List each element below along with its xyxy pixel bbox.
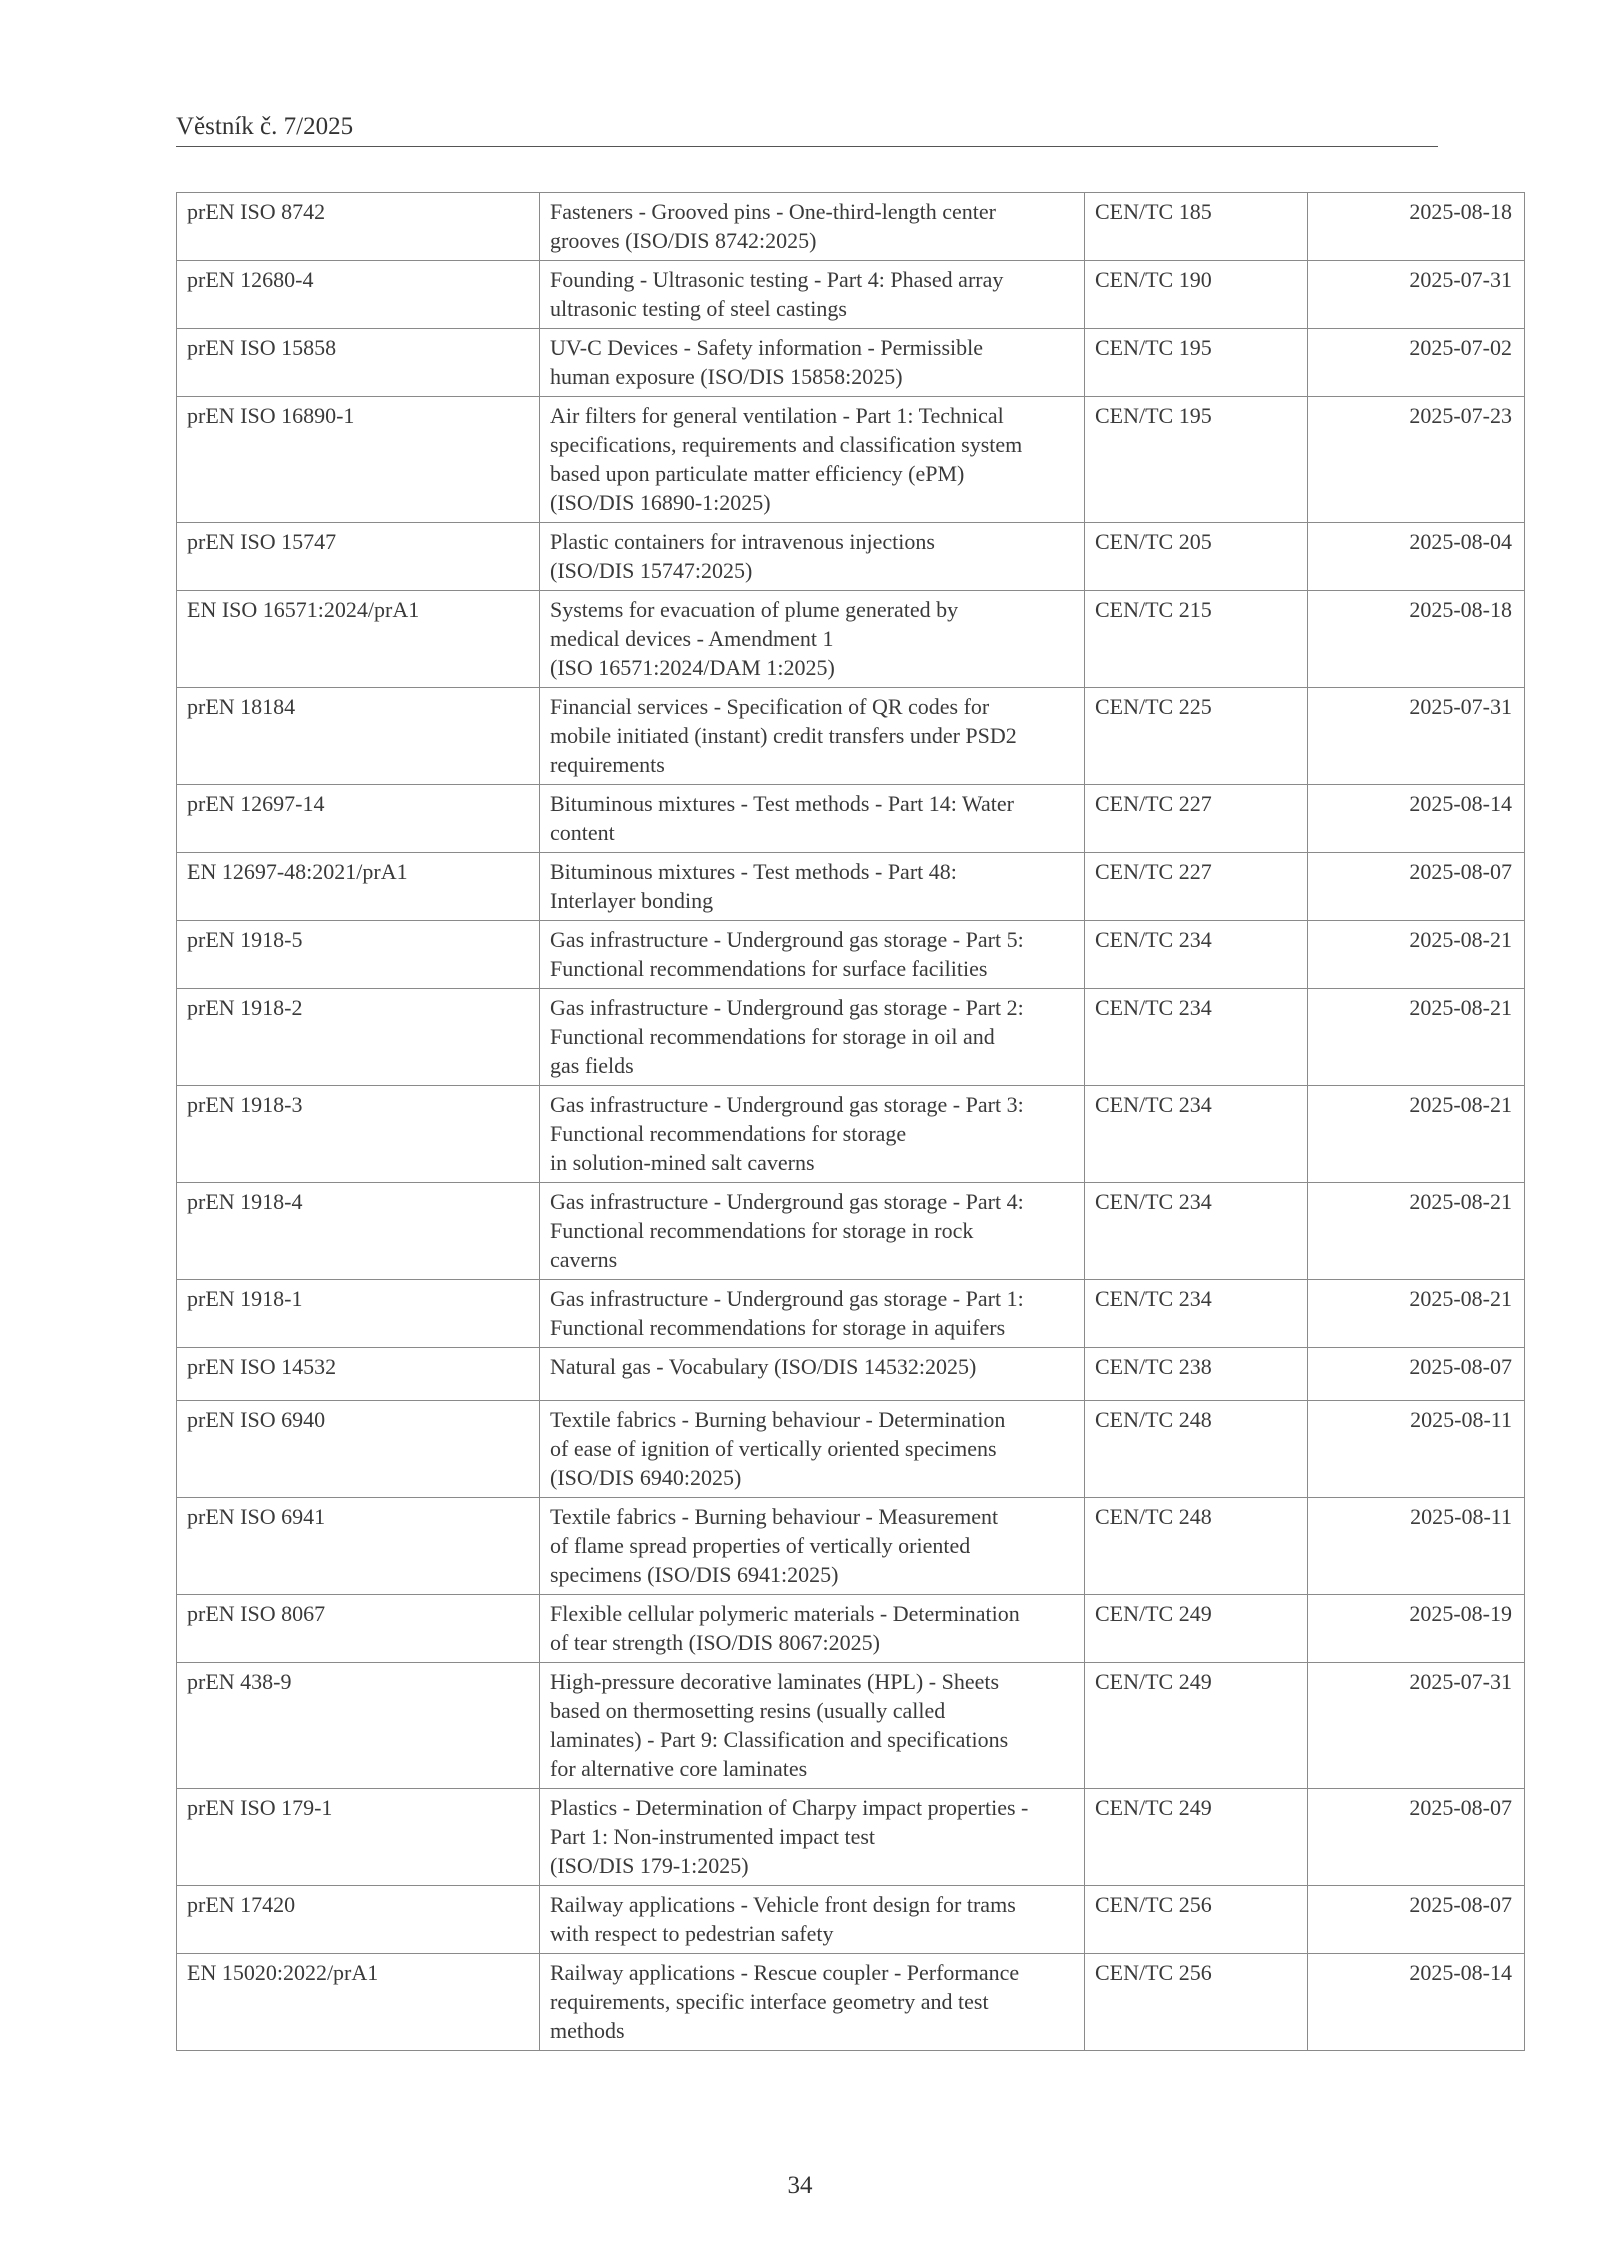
table-row bbox=[177, 1954, 1525, 2051]
standard-number-cell: EN ISO 16571:2024/prA1 bbox=[177, 591, 540, 688]
committee-cell: CEN/TC 234 bbox=[1085, 921, 1308, 989]
table-row bbox=[177, 1086, 1525, 1183]
standard-title-cell: Air filters for general ventilation - Part 1: Technical specifications, requirements and classification system based upon particulate matter efficiency (ePM) (ISO/DIS 16890-1:2025) bbox=[540, 397, 1085, 523]
committee-cell: CEN/TC 256 bbox=[1085, 1886, 1308, 1954]
committee-cell: CEN/TC 248 bbox=[1085, 1401, 1308, 1498]
table-row bbox=[177, 688, 1525, 785]
committee-cell: CEN/TC 205 bbox=[1085, 523, 1308, 591]
standard-number-cell: prEN ISO 15858 bbox=[177, 329, 540, 397]
committee-cell: CEN/TC 227 bbox=[1085, 785, 1308, 853]
table-row bbox=[177, 329, 1525, 397]
standard-number-cell: prEN ISO 14532 bbox=[177, 1348, 540, 1401]
table-row bbox=[177, 1348, 1525, 1401]
deadline-date-cell: 2025-08-19 bbox=[1308, 1595, 1525, 1663]
standard-title-cell: Financial services - Specification of QR codes for mobile initiated (instant) credit transfers under PSD2 requirements bbox=[540, 688, 1085, 785]
standard-number-cell: prEN 438-9 bbox=[177, 1663, 540, 1789]
deadline-date-cell: 2025-07-31 bbox=[1308, 261, 1525, 329]
committee-cell: CEN/TC 234 bbox=[1085, 989, 1308, 1086]
standard-title-cell: Railway applications - Rescue coupler - Performance requirements, specific interface geometry and test methods bbox=[540, 1954, 1085, 2051]
deadline-date-cell: 2025-08-07 bbox=[1308, 1886, 1525, 1954]
deadline-date-cell: 2025-07-31 bbox=[1308, 1663, 1525, 1789]
deadline-date-cell: 2025-08-04 bbox=[1308, 523, 1525, 591]
standard-number-cell: prEN ISO 179-1 bbox=[177, 1789, 540, 1886]
standard-title-cell: Plastic containers for intravenous injections (ISO/DIS 15747:2025) bbox=[540, 523, 1085, 591]
table-row bbox=[177, 1183, 1525, 1280]
table-row bbox=[177, 1401, 1525, 1498]
table-row bbox=[177, 1595, 1525, 1663]
standard-number-cell: prEN ISO 6940 bbox=[177, 1401, 540, 1498]
table-row bbox=[177, 921, 1525, 989]
standard-number-cell: prEN 1918-1 bbox=[177, 1280, 540, 1348]
deadline-date-cell: 2025-07-23 bbox=[1308, 397, 1525, 523]
deadline-date-cell: 2025-07-02 bbox=[1308, 329, 1525, 397]
standard-title-cell: Gas infrastructure - Underground gas storage - Part 4: Functional recommendations for storage in rock caverns bbox=[540, 1183, 1085, 1280]
standard-title-cell: Railway applications - Vehicle front design for trams with respect to pedestrian safety bbox=[540, 1886, 1085, 1954]
committee-cell: CEN/TC 225 bbox=[1085, 688, 1308, 785]
committee-cell: CEN/TC 185 bbox=[1085, 193, 1308, 261]
standard-number-cell: prEN 1918-4 bbox=[177, 1183, 540, 1280]
committee-cell: CEN/TC 249 bbox=[1085, 1663, 1308, 1789]
page-number: 34 bbox=[787, 2172, 813, 2199]
standard-title-cell: Bituminous mixtures - Test methods - Part 14: Water content bbox=[540, 785, 1085, 853]
committee-cell: CEN/TC 195 bbox=[1085, 329, 1308, 397]
standard-title-cell: Natural gas - Vocabulary (ISO/DIS 14532:2025) bbox=[540, 1348, 1085, 1401]
standard-number-cell: prEN 1918-5 bbox=[177, 921, 540, 989]
deadline-date-cell: 2025-08-14 bbox=[1308, 785, 1525, 853]
standard-number-cell: prEN ISO 8067 bbox=[177, 1595, 540, 1663]
deadline-date-cell: 2025-08-11 bbox=[1308, 1498, 1525, 1595]
deadline-date-cell: 2025-08-21 bbox=[1308, 921, 1525, 989]
standard-number-cell: prEN ISO 16890-1 bbox=[177, 397, 540, 523]
table-row bbox=[177, 591, 1525, 688]
table-row bbox=[177, 1886, 1525, 1954]
standard-number-cell: prEN ISO 15747 bbox=[177, 523, 540, 591]
standard-title-cell: Systems for evacuation of plume generated by medical devices - Amendment 1 (ISO 16571:2024/DAM 1:2025) bbox=[540, 591, 1085, 688]
standard-number-cell: prEN 12680-4 bbox=[177, 261, 540, 329]
standards-table bbox=[176, 192, 1525, 2051]
committee-cell: CEN/TC 234 bbox=[1085, 1183, 1308, 1280]
deadline-date-cell: 2025-07-31 bbox=[1308, 688, 1525, 785]
standard-number-cell: prEN ISO 8742 bbox=[177, 193, 540, 261]
standard-number-cell: EN 15020:2022/prA1 bbox=[177, 1954, 540, 2051]
standard-number-cell: prEN 18184 bbox=[177, 688, 540, 785]
standard-title-cell: Flexible cellular polymeric materials - Determination of tear strength (ISO/DIS 8067:2025) bbox=[540, 1595, 1085, 1663]
standard-number-cell: prEN 12697-14 bbox=[177, 785, 540, 853]
committee-cell: CEN/TC 234 bbox=[1085, 1086, 1308, 1183]
standard-title-cell: Textile fabrics - Burning behaviour - Determination of ease of ignition of vertically oriented specimens (ISO/DIS 6940:2025) bbox=[540, 1401, 1085, 1498]
deadline-date-cell: 2025-08-21 bbox=[1308, 1280, 1525, 1348]
committee-cell: CEN/TC 249 bbox=[1085, 1789, 1308, 1886]
committee-cell: CEN/TC 249 bbox=[1085, 1595, 1308, 1663]
committee-cell: CEN/TC 256 bbox=[1085, 1954, 1308, 2051]
bulletin-title: Věstník č. 7/2025 bbox=[176, 113, 354, 140]
table-row bbox=[177, 193, 1525, 261]
standard-title-cell: Gas infrastructure - Underground gas storage - Part 1: Functional recommendations for storage in aquifers bbox=[540, 1280, 1085, 1348]
table-row bbox=[177, 853, 1525, 921]
standard-title-cell: High-pressure decorative laminates (HPL) - Sheets based on thermosetting resins (usually called laminates) - Part 9: Classification and specifications for alternative core laminates bbox=[540, 1663, 1085, 1789]
page-header bbox=[176, 112, 1438, 147]
deadline-date-cell: 2025-08-07 bbox=[1308, 1789, 1525, 1886]
table-row bbox=[177, 785, 1525, 853]
standard-number-cell: prEN ISO 6941 bbox=[177, 1498, 540, 1595]
deadline-date-cell: 2025-08-21 bbox=[1308, 1086, 1525, 1183]
standard-number-cell: prEN 17420 bbox=[177, 1886, 540, 1954]
table-row bbox=[177, 397, 1525, 523]
table-row bbox=[177, 1280, 1525, 1348]
committee-cell: CEN/TC 238 bbox=[1085, 1348, 1308, 1401]
committee-cell: CEN/TC 227 bbox=[1085, 853, 1308, 921]
committee-cell: CEN/TC 234 bbox=[1085, 1280, 1308, 1348]
deadline-date-cell: 2025-08-21 bbox=[1308, 1183, 1525, 1280]
deadline-date-cell: 2025-08-11 bbox=[1308, 1401, 1525, 1498]
standard-title-cell: Gas infrastructure - Underground gas storage - Part 5: Functional recommendations for surface facilities bbox=[540, 921, 1085, 989]
table-row bbox=[177, 523, 1525, 591]
standard-title-cell: Bituminous mixtures - Test methods - Part 48: Interlayer bonding bbox=[540, 853, 1085, 921]
standard-title-cell: Gas infrastructure - Underground gas storage - Part 3: Functional recommendations for storage in solution-mined salt caverns bbox=[540, 1086, 1085, 1183]
deadline-date-cell: 2025-08-18 bbox=[1308, 591, 1525, 688]
standard-title-cell: Fasteners - Grooved pins - One-third-length center grooves (ISO/DIS 8742:2025) bbox=[540, 193, 1085, 261]
table-row bbox=[177, 261, 1525, 329]
table-row bbox=[177, 989, 1525, 1086]
committee-cell: CEN/TC 195 bbox=[1085, 397, 1308, 523]
deadline-date-cell: 2025-08-21 bbox=[1308, 989, 1525, 1086]
standard-number-cell: prEN 1918-2 bbox=[177, 989, 540, 1086]
committee-cell: CEN/TC 215 bbox=[1085, 591, 1308, 688]
committee-cell: CEN/TC 190 bbox=[1085, 261, 1308, 329]
deadline-date-cell: 2025-08-14 bbox=[1308, 1954, 1525, 2051]
standards-table-body bbox=[177, 193, 1525, 2051]
standard-title-cell: Gas infrastructure - Underground gas storage - Part 2: Functional recommendations for storage in oil and gas fields bbox=[540, 989, 1085, 1086]
deadline-date-cell: 2025-08-07 bbox=[1308, 853, 1525, 921]
standard-title-cell: Plastics - Determination of Charpy impact properties - Part 1: Non-instrumented impact test (ISO/DIS 179-1:2025) bbox=[540, 1789, 1085, 1886]
standard-number-cell: prEN 1918-3 bbox=[177, 1086, 540, 1183]
table-row bbox=[177, 1789, 1525, 1886]
standard-title-cell: Founding - Ultrasonic testing - Part 4: Phased array ultrasonic testing of steel castings bbox=[540, 261, 1085, 329]
standard-number-cell: EN 12697-48:2021/prA1 bbox=[177, 853, 540, 921]
table-row bbox=[177, 1663, 1525, 1789]
deadline-date-cell: 2025-08-18 bbox=[1308, 193, 1525, 261]
standard-title-cell: UV-C Devices - Safety information - Permissible human exposure (ISO/DIS 15858:2025) bbox=[540, 329, 1085, 397]
table-row bbox=[177, 1498, 1525, 1595]
committee-cell: CEN/TC 248 bbox=[1085, 1498, 1308, 1595]
standard-title-cell: Textile fabrics - Burning behaviour - Measurement of flame spread properties of vertically oriented specimens (ISO/DIS 6941:2025) bbox=[540, 1498, 1085, 1595]
deadline-date-cell: 2025-08-07 bbox=[1308, 1348, 1525, 1401]
